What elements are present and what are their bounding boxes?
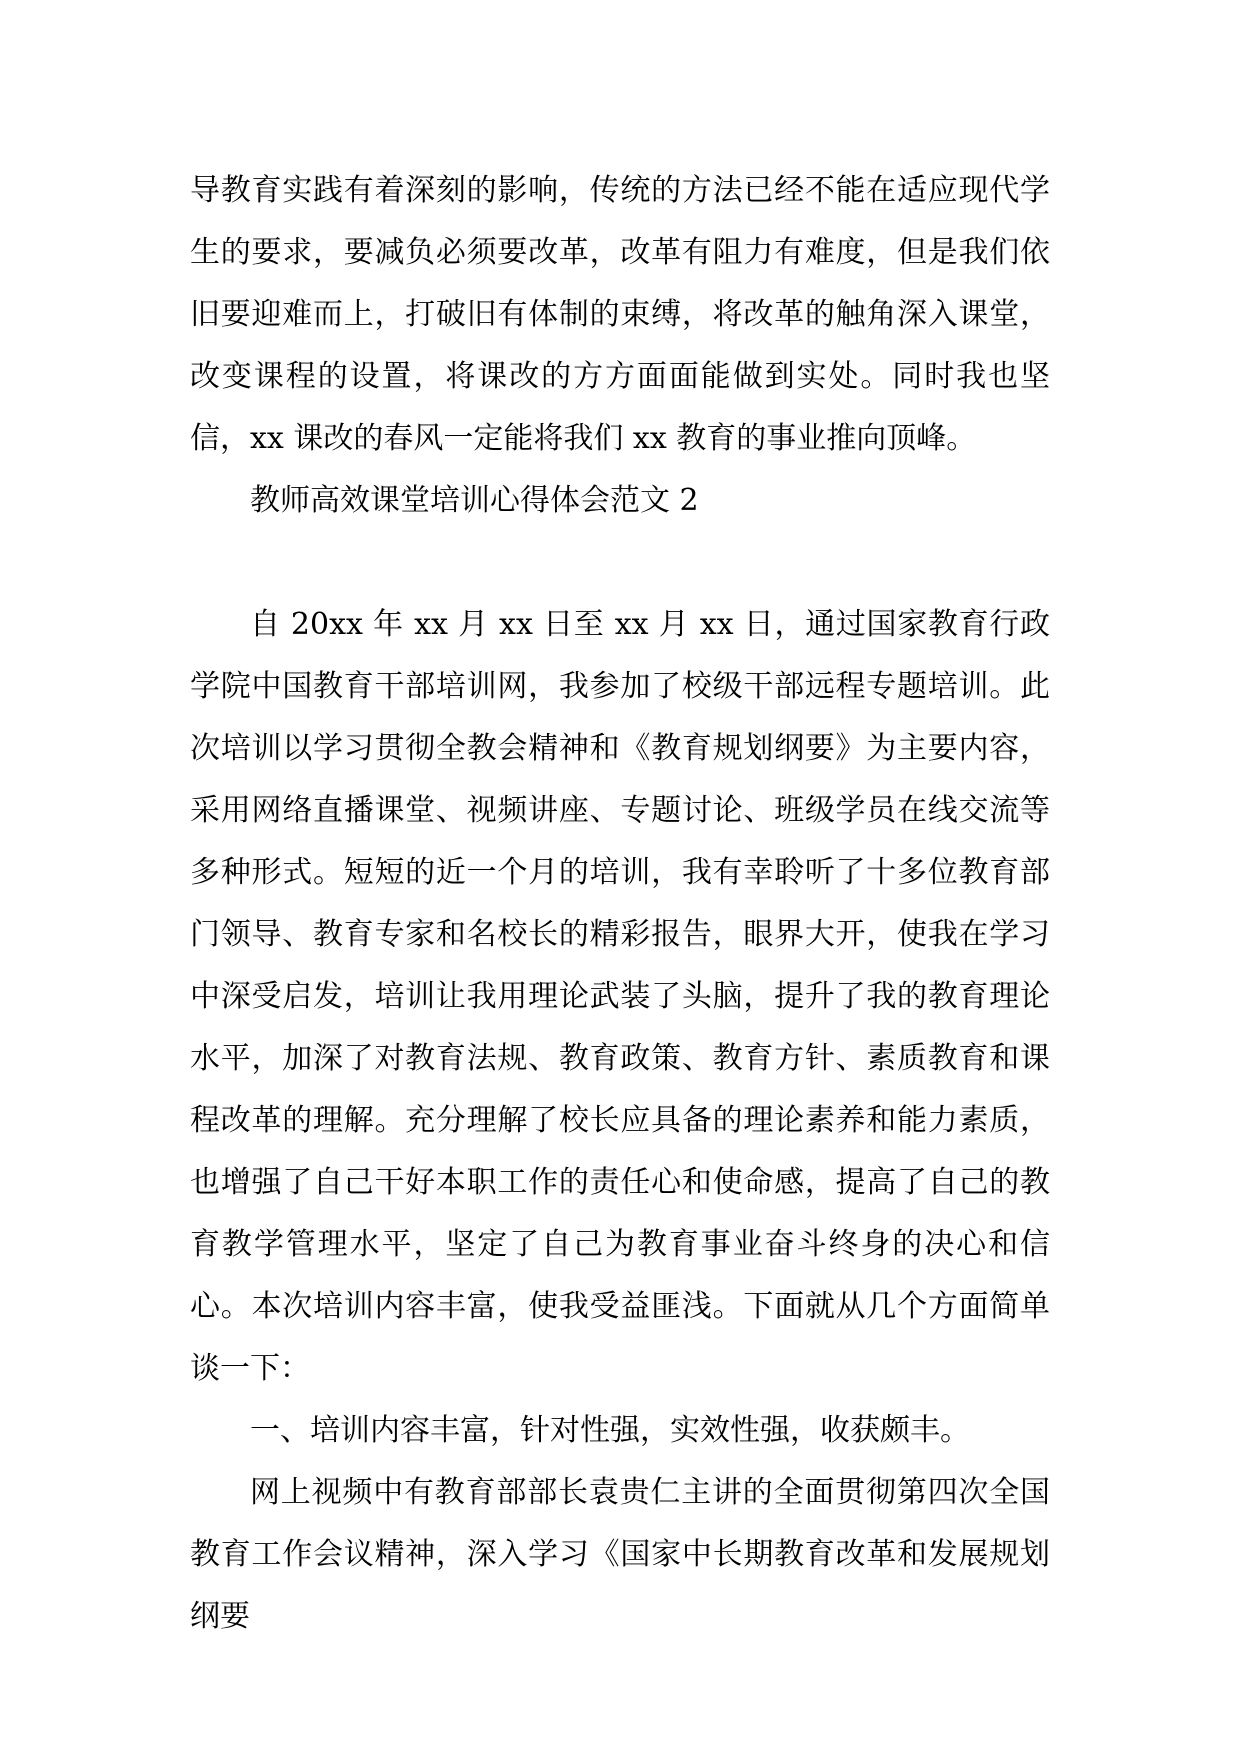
paragraph-body: 网上视频中有教育部部长袁贵仁主讲的全面贯彻第四次全国教育工作会议精神，深入学习《国家中长期教育改革和发展规划纲要	[190, 1475, 1050, 1634]
paragraph-body: 自 20xx 年 xx 月 xx 日至 xx 月 xx 日，通过国家教育行政学院中国教育干部培训网，我参加了校级干部远程专题培训。此次培训以学习贯彻全教会精神和《教育规划纲要》为主要内容，采用网络直播课堂、视频讲座、专题讨论、班级学员在线交流等多种形式。短短的近一个月的培训，我有幸聆听了十多位教育部门领导、教育专家和名校长的精彩报告，眼界大开，使我在学习中深受启发，培训让我用理论武装了头脑，提升了我的教育理论水平，加深了对教育法规、教育政策、教育方针、素质教育和课程改革的理解。充分理解了校长应具备的理论素养和能力素质，也增强了自己干好本职工作的责任心和使命感，提高了自己的教育教学管理水平，坚定了自己为教育事业奋斗终身的决心和信心。本次培训内容丰富，使我受益匪浅。下面就从几个方面简单谈一下：	[190, 607, 1050, 1386]
blank-line	[190, 532, 1050, 594]
section-heading: 教师高效课堂培训心得体会范文 2	[250, 483, 699, 518]
document-page	[190, 160, 1050, 1648]
paragraph-point-one: 一、培训内容丰富，针对性强，实效性强，收获颇丰。	[250, 1413, 970, 1448]
paragraph-continuation: 导教育实践有着深刻的影响，传统的方法已经不能在适应现代学生的要求，要减负必须要改革，改革有阻力有难度，但是我们依旧要迎难而上，打破旧有体制的束缚，将改革的触角深入课堂，改变课程的设置，将课改的方方面面能做到实处。同时我也坚信，xx 课改的春风一定能将我们 xx 教育的事业推向顶峰。	[190, 173, 1050, 456]
